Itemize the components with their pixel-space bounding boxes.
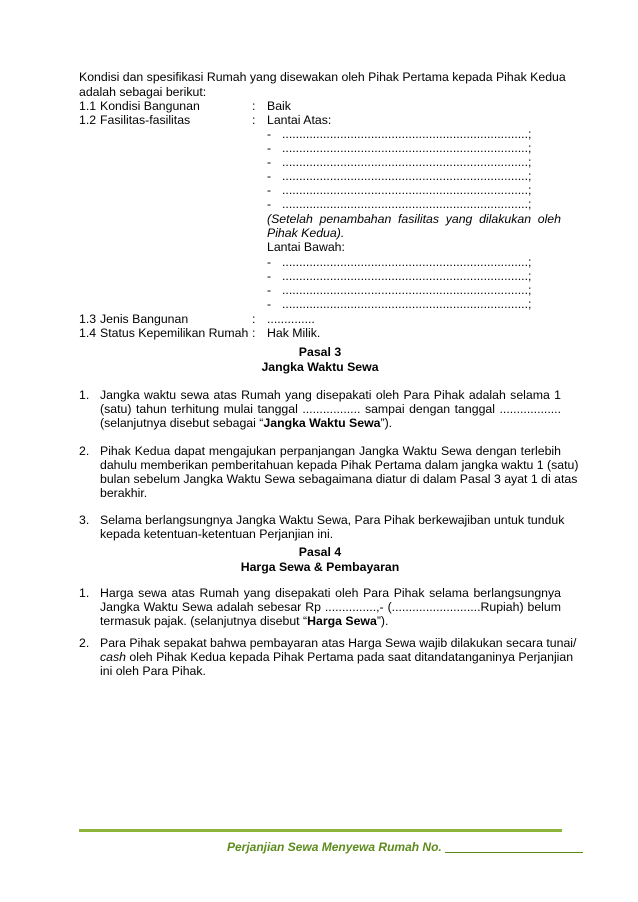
- item-text: oleh Pihak Kedua kepada Pihak Pertama pada saat ditandatanganinya Perjanjian: [125, 650, 574, 664]
- item-line: Para Pihak sepakat bahwa pembayaran atas Harga Sewa wajib dilakukan secara tunai/: [100, 636, 577, 650]
- dash: -: [267, 297, 272, 311]
- spec-label: Fasilitas-fasilitas: [100, 113, 191, 127]
- pasal3-title: Pasal 3: [298, 345, 342, 359]
- item-number: 2.: [79, 444, 90, 458]
- item-line: Selama berlangsungnya Jangka Waktu Sewa, Para Pihak berkewajiban untuk tunduk: [100, 513, 565, 527]
- dash: -: [267, 283, 272, 297]
- dash: -: [267, 183, 272, 197]
- item-line: (satu) tahun terhitung mulai tanggal ................. sampai dengan tanggal ..................: [100, 402, 561, 416]
- item-line: [100, 650, 574, 664]
- note-line-2: Pihak Kedua).: [267, 226, 345, 240]
- note-line-1: (Setelah penambahan fasilitas yang dilakukan oleh: [267, 212, 561, 226]
- spec-num: 1.4: [79, 326, 97, 340]
- spec-label: Jenis Bangunan: [100, 312, 189, 326]
- dash: -: [267, 127, 272, 141]
- item-line: dahulu memberikan pemberitahuan kepada Pihak Pertama dalam jangka waktu 1 (satu): [100, 458, 579, 472]
- dotted-line: ........................................................................;: [282, 183, 532, 197]
- item-line: Pihak Kedua dapat mengajukan perpanjangan Jangka Waktu Sewa dengan terlebih: [100, 444, 561, 458]
- spec-label: Kondisi Bangunan: [100, 99, 200, 113]
- spec-sep: :: [252, 326, 256, 340]
- dotted-line: ........................................................................;: [282, 127, 532, 141]
- item-number: 2.: [79, 636, 90, 650]
- footer-divider: [79, 829, 562, 832]
- footer-title: Perjanjian Sewa Menyewa Rumah No.: [227, 840, 442, 854]
- spec-num: 1.1: [79, 99, 97, 113]
- item-number: 3.: [79, 513, 90, 527]
- item-line: Jangka Waktu Sewa adalah sebesar Rp ...............,- (..........................Rupiah) belum: [100, 600, 561, 614]
- spec-sep: :: [252, 312, 256, 326]
- item-text: ”).: [376, 614, 389, 628]
- item-line: ini oleh Para Pihak.: [100, 664, 206, 678]
- spec-value: ..............: [267, 312, 315, 326]
- item-number: 1.: [79, 586, 90, 600]
- item-text: (selanjutnya disebut sebagai “: [100, 416, 264, 430]
- item-number: 1.: [79, 388, 90, 402]
- item-text: ”).: [380, 416, 393, 430]
- item-line: Harga sewa atas Rumah yang disepakati oleh Para Pihak selama berlangsungnya: [100, 586, 561, 600]
- dotted-line: ........................................................................;: [282, 297, 532, 311]
- pasal4-title: Pasal 4: [298, 545, 342, 559]
- dotted-line: ........................................................................;: [282, 255, 532, 269]
- lantai-bawah-label: Lantai Bawah:: [267, 240, 345, 254]
- dotted-line: ........................................................................;: [282, 169, 532, 183]
- item-line: kepada ketentuan-ketentuan Perjanjian ini.: [100, 527, 334, 541]
- defined-term: Jangka Waktu Sewa: [263, 416, 381, 430]
- spec-num: 1.3: [79, 312, 97, 326]
- spec-sep: :: [252, 99, 256, 113]
- spec-value: Hak Milik.: [267, 326, 321, 340]
- spec-value: Lantai Atas:: [267, 113, 332, 127]
- footer: [227, 840, 583, 854]
- intro-line-1: Kondisi dan spesifikasi Rumah yang disewakan oleh Pihak Pertama kepada Pihak Kedua: [79, 70, 566, 84]
- dash: -: [267, 269, 272, 283]
- pasal4-subtitle: Harga Sewa & Pembayaran: [240, 560, 400, 574]
- footer-blank-line: [445, 840, 583, 853]
- spec-label: Status Kepemilikan Rumah: [100, 326, 249, 340]
- pasal3-subtitle: Jangka Waktu Sewa: [261, 360, 379, 374]
- dash: -: [267, 169, 272, 183]
- dotted-line: ........................................................................;: [282, 155, 532, 169]
- item-line: [100, 416, 392, 430]
- italic-term: cash: [100, 650, 126, 664]
- dotted-line: ........................................................................;: [282, 141, 532, 155]
- dotted-line: ........................................................................;: [282, 283, 532, 297]
- item-line: Jangka waktu sewa atas Rumah yang disepakati oleh Para Pihak adalah selama 1: [100, 388, 561, 402]
- spec-value: Baik: [267, 99, 291, 113]
- intro-line-2: adalah sebagai berikut:: [79, 85, 207, 99]
- dash: -: [267, 155, 272, 169]
- dotted-line: ........................................................................;: [282, 197, 532, 211]
- item-line: [100, 614, 388, 628]
- defined-term: Harga Sewa: [307, 614, 377, 628]
- dash: -: [267, 197, 272, 211]
- spec-sep: :: [252, 113, 256, 127]
- item-line: berakhir.: [100, 486, 148, 500]
- spec-num: 1.2: [79, 113, 97, 127]
- dash: -: [267, 141, 272, 155]
- item-line: bulan sebelum Jangka Waktu Sewa sebagaimana diatur di dalam Pasal 3 ayat 1 di atas: [100, 472, 578, 486]
- dotted-line: ........................................................................;: [282, 269, 532, 283]
- dash: -: [267, 255, 272, 269]
- item-text: termasuk pajak. (selanjutnya disebut “: [100, 614, 308, 628]
